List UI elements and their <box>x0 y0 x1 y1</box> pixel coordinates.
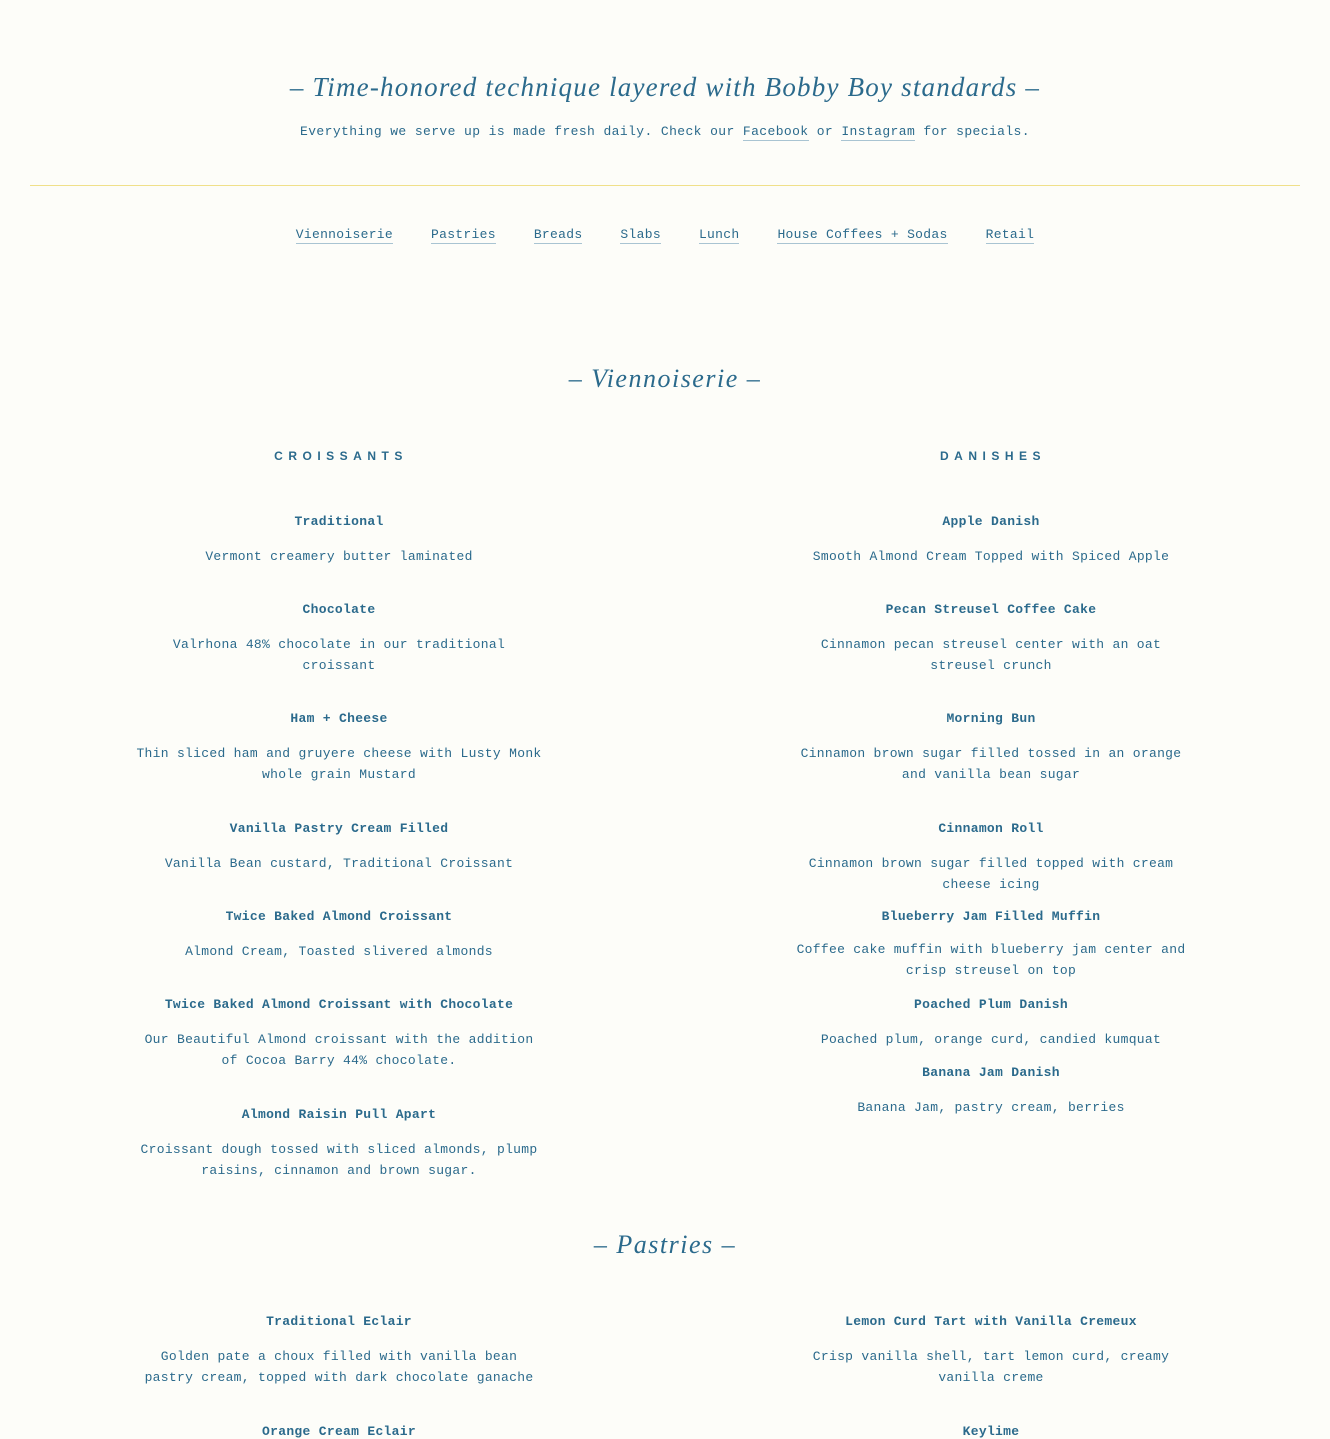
item-desc: Golden pate a choux filled with vanilla bean pastry cream, topped with dark chocolate ganache <box>144 1349 534 1385</box>
hero-sub-or: or <box>808 124 842 139</box>
menu-item-poached-plum-danish <box>781 996 1201 1050</box>
item-name: Traditional Eclair <box>266 1314 412 1329</box>
menu-item-chocolate <box>129 601 549 676</box>
hero-title: – Time-honored technique layered with Bobby Boy standards – <box>289 72 1041 102</box>
hero-sub-suffix: for specials. <box>915 124 1030 139</box>
hero-subtitle <box>0 124 1330 139</box>
item-desc: Valrhona 48% chocolate in our traditional croissant <box>172 637 506 673</box>
item-name: Morning Bun <box>946 711 1036 726</box>
menu-item-keylime <box>781 1423 1201 1439</box>
nav-link-pastries[interactable]: Pastries <box>431 227 496 242</box>
item-desc: Poached plum, orange curd, candied kumquat <box>820 1032 1162 1047</box>
facebook-link[interactable]: Facebook <box>742 124 809 139</box>
item-name: Twice Baked Almond Croissant <box>225 909 453 924</box>
item-desc: Almond Cream, Toasted slivered almonds <box>185 944 493 959</box>
item-name: Vanilla Pastry Cream Filled <box>229 821 449 836</box>
menu-item-lemon-curd-tart <box>781 1313 1201 1388</box>
item-name: Pecan Streusel Coffee Cake <box>885 602 1097 617</box>
item-desc: Cinnamon pecan streusel center with an oat streusel crunch <box>820 637 1162 673</box>
nav-link-lunch[interactable]: Lunch <box>698 227 740 242</box>
menu-item-banana-jam-danish <box>781 1064 1201 1118</box>
nav-link-viennoiserie[interactable]: Viennoiserie <box>295 227 393 242</box>
menu-item-vanilla-pastry-cream <box>129 820 549 874</box>
item-desc: Thin sliced ham and gruyere cheese with Lusty Monk whole grain Mustard <box>136 746 542 782</box>
menu-item-almond-raisin-pull-apart <box>129 1106 549 1181</box>
croissants-heading: CROISSANTS <box>274 449 408 463</box>
item-name: Cinnamon Roll <box>938 821 1044 836</box>
item-desc: Cinnamon brown sugar filled tossed in an orange and vanilla bean sugar <box>800 746 1182 782</box>
nav-link-house-coffees-sodas[interactable]: House Coffees + Sodas <box>777 227 948 242</box>
menu-item-apple-danish <box>781 513 1201 567</box>
menu-item-blueberry-jam-muffin <box>781 908 1201 981</box>
nav-link-breads[interactable]: Breads <box>533 227 583 242</box>
nav-link-slabs[interactable]: Slabs <box>620 227 661 242</box>
item-desc: Smooth Almond Cream Topped with Spiced Apple <box>812 549 1170 564</box>
item-name: Apple Danish <box>942 514 1040 529</box>
item-desc: Crisp vanilla shell, tart lemon curd, creamy vanilla creme <box>812 1349 1170 1385</box>
menu-item-cinnamon-roll <box>781 820 1201 895</box>
item-desc: Vanilla Bean custard, Traditional Croissant <box>164 856 514 871</box>
item-name: Chocolate <box>302 602 376 617</box>
item-desc: Cinnamon brown sugar filled topped with cream cheese icing <box>808 856 1174 892</box>
item-name: Blueberry Jam Filled Muffin <box>881 909 1101 924</box>
menu-item-pecan-streusel <box>781 601 1201 676</box>
item-name: Almond Raisin Pull Apart <box>241 1107 437 1122</box>
item-name: Poached Plum Danish <box>914 997 1068 1012</box>
hero-sub-prefix: Everything we serve up is made fresh daily. Check our <box>300 124 743 139</box>
item-desc: Vermont creamery butter laminated <box>205 549 473 564</box>
item-name: Lemon Curd Tart with Vanilla Cremeux <box>845 1314 1137 1329</box>
instagram-link[interactable]: Instagram <box>841 124 916 139</box>
header-divider <box>30 185 1300 186</box>
item-desc: Banana Jam, pastry cream, berries <box>857 1100 1125 1115</box>
menu-item-ham-cheese <box>129 710 549 785</box>
item-desc: Coffee cake muffin with blueberry jam center and crisp streusel on top <box>796 942 1186 978</box>
item-desc: Croissant dough tossed with sliced almonds, plump raisins, cinnamon and brown sugar. <box>140 1142 538 1178</box>
menu-item-twice-baked-almond <box>129 908 549 962</box>
item-name: Keylime <box>962 1424 1020 1439</box>
menu-nav <box>0 227 1330 244</box>
item-name: Orange Cream Eclair <box>262 1424 416 1439</box>
section-title-pastries: – Pastries – <box>593 1230 737 1259</box>
item-desc: Our Beautiful Almond croissant with the addition of Cocoa Barry 44% chocolate. <box>144 1032 534 1068</box>
menu-item-orange-cream-eclair <box>129 1423 549 1439</box>
item-name: Twice Baked Almond Croissant with Chocolate <box>164 997 514 1012</box>
menu-item-traditional-eclair <box>129 1313 549 1388</box>
item-name: Ham + Cheese <box>290 711 388 726</box>
menu-item-morning-bun <box>781 710 1201 785</box>
menu-item-traditional <box>129 513 549 567</box>
menu-item-twice-baked-almond-chocolate <box>129 996 549 1071</box>
item-name: Banana Jam Danish <box>922 1065 1060 1080</box>
nav-link-retail[interactable]: Retail <box>985 227 1035 242</box>
item-name: Traditional <box>294 514 384 529</box>
section-title-viennoiserie: – Viennoiserie – <box>568 364 762 393</box>
danishes-heading: DANISHES <box>939 449 1046 463</box>
